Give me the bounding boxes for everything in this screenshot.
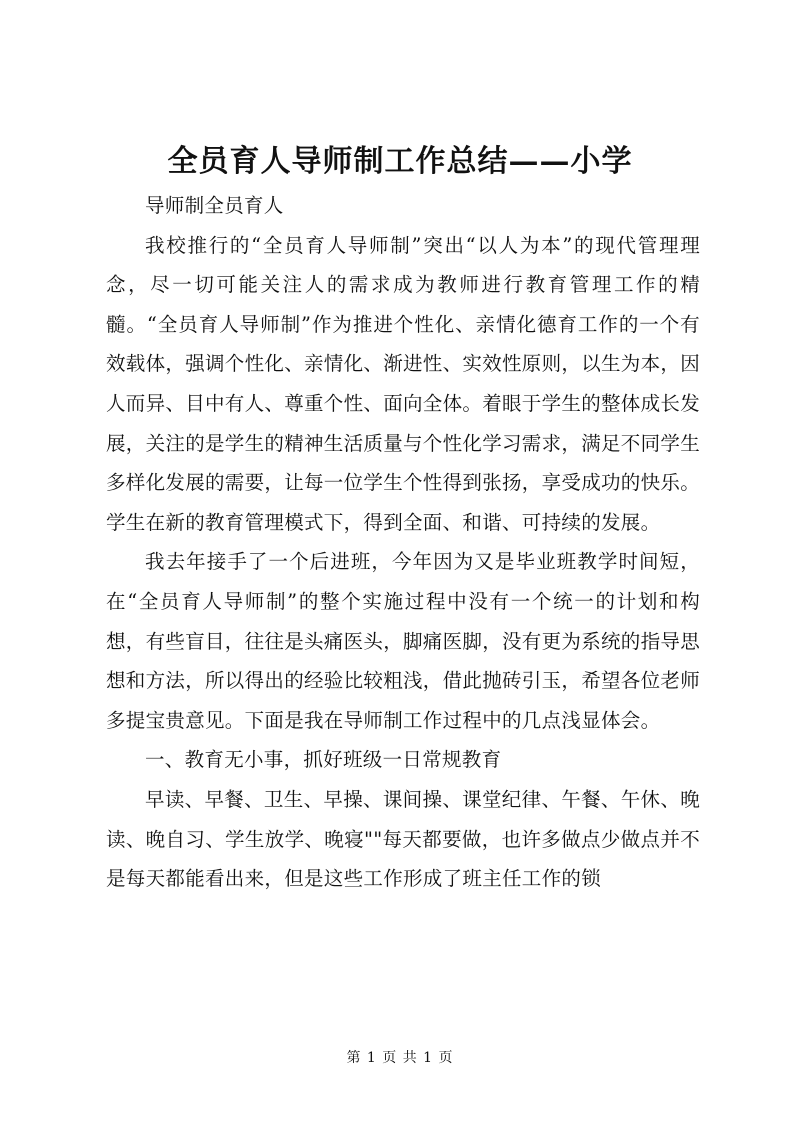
paragraph-background: 我去年接手了一个后进班，今年因为又是毕业班教学时间短，在“全员育人导师制”的整个实施过程中没有一个统一的计划和构想，有些盲目，往往是头痛医头，脚痛医脚，没有更为系统的指导思想和方法，所以得出的经验比较粗浅，借此抛砖引玉，希望各位老师多提宝贵意见。下面是我在导师制工作过程中的几点浅显体会。 xyxy=(106,550,701,732)
section-heading-1: 一、教育无小事，抓好班级一日常规教育 xyxy=(145,748,502,772)
document-title: 全员育人导师制工作总结——小学 xyxy=(167,144,633,179)
page-footer: 第 1 页 共 1 页 xyxy=(346,1050,454,1066)
paragraph-routine: 早读、早餐、卫生、早操、课间操、课堂纪律、午餐、午休、晚读、晚自习、学生放学、晚寝""每天都要做，也许多做点少做点并不是每天都能看出来，但是这些工作形成了班主任工作的锁 xyxy=(106,787,700,891)
paragraph-intro: 我校推行的“全员育人导师制”突出“以人为本”的现代管理理念，尽一切可能关注人的需求成为教师进行教育管理工作的精髓。“全员育人导师制”作为推进个性化、亲情化德育工作的一个有效载体，强调个性化、亲情化、渐进性、实效性原则，以生为本，因人而异、目中有人、尊重个性、面向全体。着眼于学生的整体成长发展，关注的是学生的精神生活质量与个性化学习需求，满足不同学生多样化发展的需要，让每一位学生个性得到张扬，享受成功的快乐。学生在新的教育管理模式下，得到全面、和谐、可持续的发展。 xyxy=(106,233,701,534)
paragraph-subtitle: 导师制全员育人 xyxy=(145,194,284,217)
document-body xyxy=(106,186,700,899)
